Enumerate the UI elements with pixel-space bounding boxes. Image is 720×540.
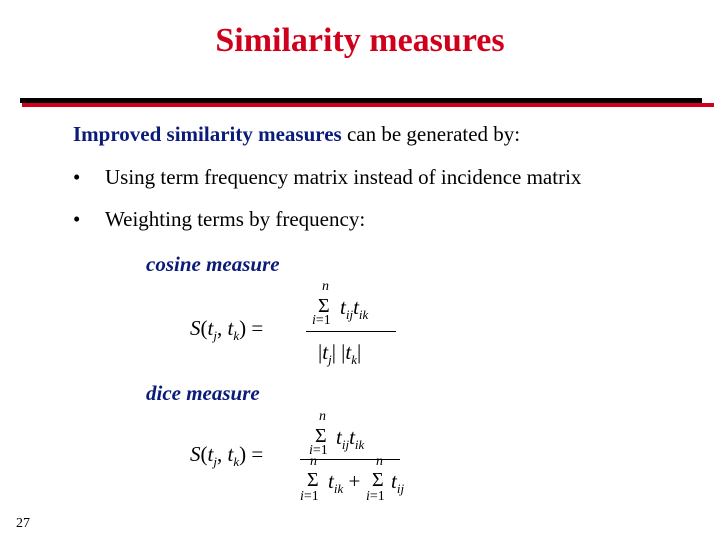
bullet-dot: •: [73, 207, 81, 231]
title-divider-red: [22, 103, 714, 107]
bullet-text: Using term frequency matrix instead of incidence matrix: [105, 165, 582, 189]
dice-numerator: $t_{ij}t_{ik}$: [336, 425, 365, 452]
dice-den-sum1-upper: n: [310, 454, 317, 469]
dice-measure-label: dice measure: [146, 381, 260, 405]
intro-emphasis: Improved similarity measures: [73, 122, 342, 146]
dice-den-sigma1-symbol: Σ: [307, 469, 319, 491]
cosine-fraction-bar: [306, 331, 396, 332]
cosine-sum-lower: i=1: [312, 313, 331, 328]
dice-denominator-term2: $t_{ij}$: [391, 469, 405, 496]
dice-sigma-symbol: Σ: [315, 425, 327, 447]
intro-text: [73, 122, 520, 147]
bullet-item: [73, 207, 365, 232]
page-number: 27: [16, 516, 30, 531]
cosine-sum-upper: n: [322, 279, 329, 294]
dice-sum-lower: i=1: [309, 443, 328, 458]
bullet-text: Weighting terms by frequency:: [105, 207, 366, 231]
cosine-sigma-symbol: Σ: [318, 295, 330, 317]
intro-rest: can be generated by:: [341, 122, 521, 146]
cosine-lhs: $S(t_j$, $t_k$) =: [190, 316, 264, 343]
dice-den-sigma2-symbol: Σ: [372, 469, 384, 491]
bullet-item: [73, 165, 581, 190]
cosine-measure-label: cosine measure: [146, 252, 280, 276]
dice-den-sum1-lower: i=1: [300, 489, 319, 504]
dice-lhs: $S(t_j$, $t_k$) =: [190, 442, 264, 469]
cosine-numerator: $t_{ij}t_{ik}$: [340, 295, 369, 322]
dice-den-sum2-lower: i=1: [366, 489, 385, 504]
dice-den-sum2-upper: n: [376, 454, 383, 469]
dice-sum-upper: n: [319, 409, 326, 424]
dice-denominator: $t_{ik}$ +: [328, 469, 361, 496]
cosine-denominator: $|t_j|$ $|t_k|$: [318, 340, 362, 367]
slide-title: Similarity measures: [215, 22, 505, 59]
bullet-dot: •: [73, 165, 81, 189]
